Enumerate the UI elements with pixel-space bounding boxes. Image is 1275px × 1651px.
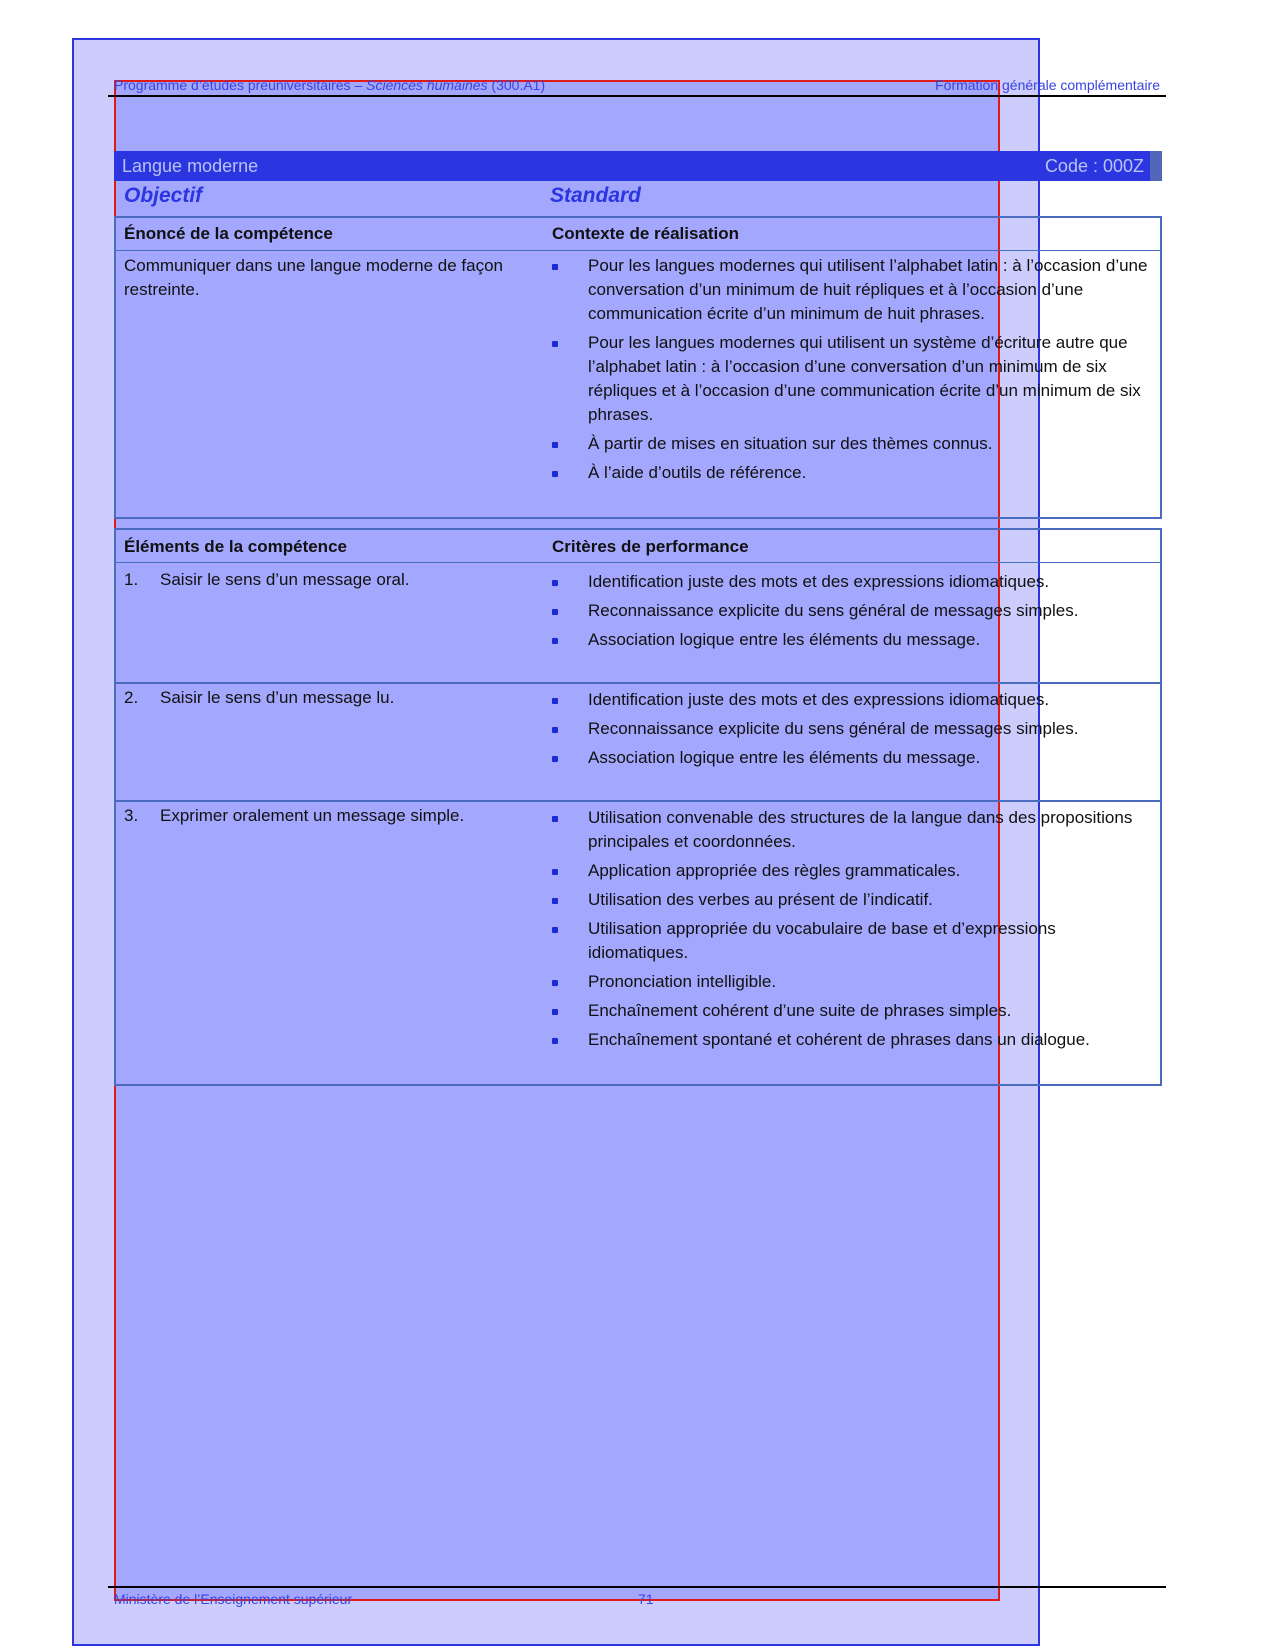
bullet-text: Identification juste des mots et des expressions idiomatiques. — [588, 690, 1050, 709]
criteria-list — [550, 688, 1150, 775]
objective-label: Objectif — [124, 184, 203, 207]
bullet-item — [550, 628, 1150, 652]
competency-element — [124, 804, 534, 828]
competency-title-bar — [114, 151, 1162, 181]
bullet-item — [550, 599, 1150, 623]
bullet-item — [550, 746, 1150, 770]
competency-title: Langue moderne — [122, 156, 259, 176]
context-list — [550, 254, 1150, 490]
bullet-text: Utilisation des verbes au présent de l’indicatif. — [588, 890, 933, 909]
bullet-text: Reconnaissance explicite du sens général de messages simples. — [588, 601, 1079, 620]
bullet-icon — [552, 638, 558, 644]
competency-statement: Communiquer dans une langue moderne de façon restreinte. — [124, 256, 503, 299]
bullet-item — [550, 254, 1150, 326]
bullet-item — [550, 461, 1150, 485]
bullet-icon — [552, 264, 558, 270]
bullet-icon — [552, 756, 558, 762]
bullet-text: Pour les langues modernes qui utilisent un système d’écriture autre que l’alphabet latin : à l’occasion d’une conversation d’un minimum de six répliques et à l’occasion d’une communication écrite d’un minimum de six phrases. — [588, 333, 1141, 424]
bullet-item — [550, 859, 1150, 883]
footer-ministry: Ministère de l’Enseignement supérieur — [114, 1591, 353, 1607]
bullet-item — [550, 970, 1150, 994]
bullet-text: Application appropriée des règles grammaticales. — [588, 861, 961, 880]
bullet-text: Enchaînement cohérent d’une suite de phrases simples. — [588, 1001, 1012, 1020]
elements-heading: Éléments de la compétence — [124, 537, 347, 556]
bullet-text: Reconnaissance explicite du sens général de messages simples. — [588, 719, 1079, 738]
section-header-rule — [116, 562, 1160, 563]
performance-criteria-section — [114, 528, 1162, 1086]
bullet-icon — [552, 816, 558, 822]
standard-label: Standard — [550, 184, 642, 207]
row-divider — [116, 800, 1160, 802]
bullet-icon — [552, 927, 558, 933]
running-header-right: Formation générale complémentaire — [935, 77, 1160, 93]
page-number: 71 — [638, 1591, 654, 1607]
element-label: Exprimer oralement un message simple. — [160, 806, 465, 825]
bullet-text: Utilisation convenable des structures de la langue dans des propositions principales et coordonnées. — [588, 808, 1133, 851]
bullet-item — [550, 1028, 1150, 1052]
bullet-icon — [552, 341, 558, 347]
criteria-list — [550, 570, 1150, 657]
row-divider — [116, 682, 1160, 684]
competency-statement-section — [114, 216, 1162, 519]
bullet-icon — [552, 609, 558, 615]
bullet-icon — [552, 442, 558, 448]
competency-element — [124, 568, 534, 592]
section-header-rule — [116, 250, 1160, 251]
bullet-text: Prononciation intelligible. — [588, 972, 777, 991]
bullet-icon — [552, 1038, 558, 1044]
bullet-text: À partir de mises en situation sur des thèmes connus. — [588, 434, 993, 453]
bullet-icon — [552, 980, 558, 986]
bullet-text: Enchaînement spontané et cohérent de phrases dans un dialogue. — [588, 1030, 1090, 1049]
element-label: Saisir le sens d’un message oral. — [160, 570, 410, 589]
bullet-icon — [552, 471, 558, 477]
element-number: 2. — [124, 688, 139, 707]
competency-code: Code : 000Z — [1044, 156, 1144, 176]
bullet-item — [550, 432, 1150, 456]
bullet-text: À l’aide d’outils de référence. — [588, 463, 807, 482]
context-heading: Contexte de réalisation — [552, 224, 740, 243]
bullet-item — [550, 917, 1150, 965]
bullet-item — [550, 688, 1150, 712]
bullet-text: Association logique entre les éléments du message. — [588, 630, 981, 649]
element-number: 1. — [124, 570, 139, 589]
bullet-icon — [552, 727, 558, 733]
bullet-text: Association logique entre les éléments du message. — [588, 748, 981, 767]
criteria-list — [550, 806, 1150, 1057]
header-rule — [108, 95, 1166, 97]
element-label: Saisir le sens d’un message lu. — [160, 688, 395, 707]
bullet-item — [550, 717, 1150, 741]
bullet-icon — [552, 698, 558, 704]
bullet-text: Identification juste des mots et des expressions idiomatiques. — [588, 572, 1050, 591]
element-number: 3. — [124, 806, 139, 825]
bullet-item — [550, 806, 1150, 854]
bullet-text: Pour les langues modernes qui utilisent l’alphabet latin : à l’occasion d’une conversation d’un minimum de huit répliques et à l’occasion d’une communication écrite d’un minimum de huit phrases. — [588, 256, 1148, 323]
bullet-icon — [552, 869, 558, 875]
statement-heading: Énoncé de la compétence — [124, 224, 333, 243]
bullet-item — [550, 570, 1150, 594]
competency-element — [124, 686, 534, 710]
bullet-item — [550, 331, 1150, 427]
bullet-text: Utilisation appropriée du vocabulaire de base et d’expressions idiomatiques. — [588, 919, 1056, 962]
running-header-left: Programme d’études préuniversitaires – Sciences humaines (300.A1) — [114, 77, 546, 93]
bullet-item — [550, 888, 1150, 912]
criteria-heading: Critères de performance — [552, 537, 749, 556]
footer-rule — [108, 1586, 1166, 1588]
bullet-icon — [552, 898, 558, 904]
bullet-item — [550, 999, 1150, 1023]
bullet-icon — [552, 580, 558, 586]
bullet-icon — [552, 1009, 558, 1015]
